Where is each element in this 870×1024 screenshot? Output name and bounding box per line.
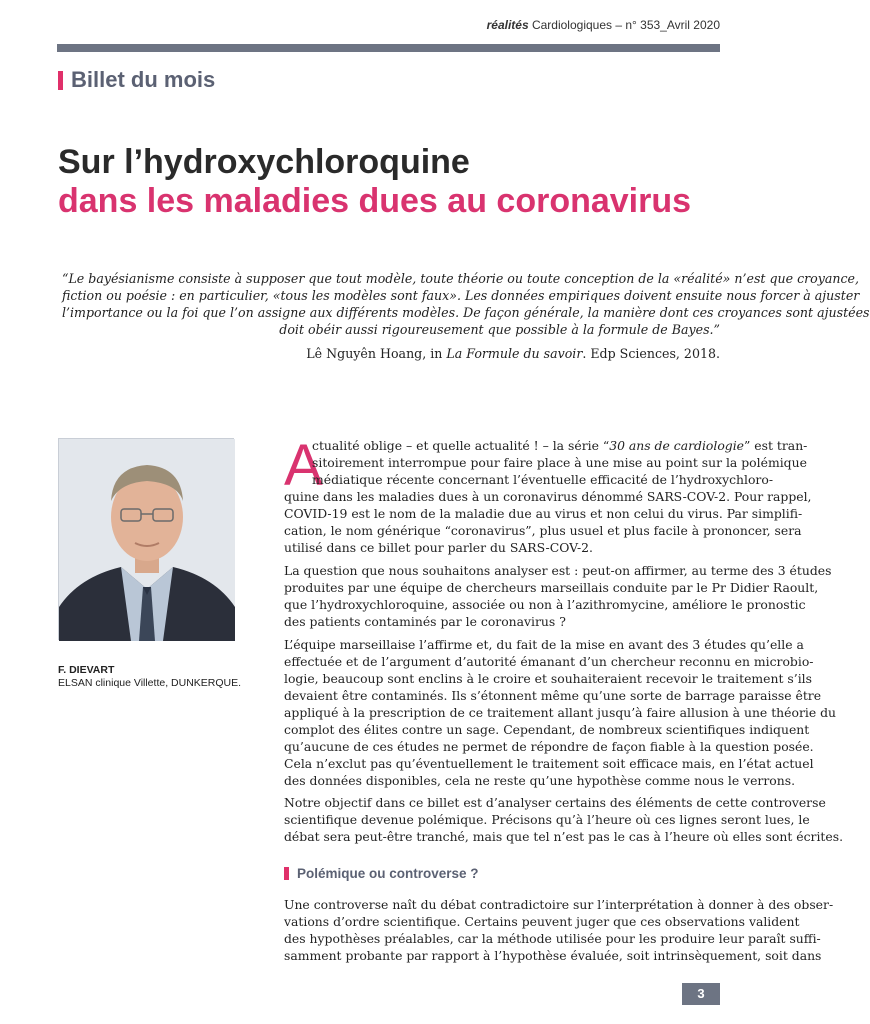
paragraph-line: samment probante par rapport à l’hypothèse évaluée, soit intrinsèquement, soit dans xyxy=(284,948,822,963)
paragraph-line: L’équipe marseillaise l’affirme et, du fait de la mise en avant des 3 études qu’elle a xyxy=(284,637,804,652)
paragraph-line: médiatique récente concernant l’éventuelle efficacité de l’hydroxychloro- xyxy=(312,472,774,487)
journal-brand: réalités xyxy=(486,18,529,32)
paragraph-line: scientifique devenue polémique. Précisons qu’à l’heure où ces lignes seront lues, le xyxy=(284,812,810,827)
epigraph-line: fiction ou poésie : en particulier, «tous les modèles sont faux». Les données empiriques doivent ensuite nous forcer à ajuster xyxy=(62,288,860,303)
paragraph-5 xyxy=(284,896,834,964)
paragraph-line: COVID-19 est le nom de la maladie due au virus et non celui du virus. Par simplifi- xyxy=(284,506,803,521)
paragraph-line: que l’hydroxychloroquine, associée ou non à l’azithromycine, améliore le pronostic xyxy=(284,597,806,612)
paragraph-line: complot des élites contre un sage. Cependant, de nombreux scientifiques indiquent xyxy=(284,722,810,737)
section-label-text: Billet du mois xyxy=(71,67,216,92)
subheading-marker xyxy=(284,867,289,880)
attribution-publisher: . Edp Sciences, 2018. xyxy=(582,346,720,361)
paragraph-line: quine dans les maladies dues à un coronavirus dénommé SARS-COV-2. Pour rappel, xyxy=(284,489,812,504)
epigraph-line: l’importance ou la foi que l’on assigne aux différents modèles. De façon générale, la manière dont ces croyances sont ajustées xyxy=(62,305,870,320)
paragraph-line: Notre objectif dans ce billet est d’analyser certains des éléments de cette controverse xyxy=(284,795,826,810)
series-title: 30 ans de cardiologie xyxy=(609,438,745,453)
paragraph-line: sitoirement interrompue pour faire place à une mise au point sur la polémique xyxy=(312,455,807,470)
section-marker xyxy=(58,71,63,90)
title-line-1: Sur l’hydroxychloroquine xyxy=(58,143,470,181)
p1-text-b: ” est tran- xyxy=(744,438,808,453)
subheading xyxy=(284,866,479,881)
paragraph-4 xyxy=(284,794,844,845)
journal-issue: Cardiologiques – n° 353_Avril 2020 xyxy=(528,18,720,32)
paragraph-line: effectuée et de l’argument d’autorité émanant d’un chercheur reconnu en microbio- xyxy=(284,654,814,669)
paragraph-3 xyxy=(284,636,837,789)
paragraph-line: des données disponibles, cela ne reste qu’une hypothèse comme nous le verrons. xyxy=(284,773,796,788)
paragraph-line: Cela n’exclut pas qu’éventuellement le traitement soit efficace mais, en l’état actuel xyxy=(284,756,814,771)
title-line-2: dans les maladies dues au coronavirus xyxy=(58,182,692,220)
paragraph-line: produites par une équipe de chercheurs marseillais conduite par le Pr Didier Raoult, xyxy=(284,580,819,595)
paragraph-1 xyxy=(284,433,812,556)
paragraph-line: devaient être contaminés. Ils s’étonnent même qu’une sorte de barrage paraisse être xyxy=(284,688,822,703)
running-head xyxy=(487,18,720,32)
author-photo xyxy=(58,438,234,640)
attribution-author: Lê Nguyên Hoang, in xyxy=(306,346,447,361)
paragraph-line: Une controverse naît du débat contradictoire sur l’interprétation à donner à des obser- xyxy=(284,897,834,912)
header-rule xyxy=(57,44,720,52)
epigraph xyxy=(62,270,870,338)
paragraph-line: logie, beaucoup sont enclins à le croire et souhaiteraient recevoir le traitement s’ils xyxy=(284,671,812,686)
article-title xyxy=(58,143,691,221)
subheading-text: Polémique ou controverse ? xyxy=(297,866,479,881)
paragraph-line: des hypothèses préalables, car la méthode utilisée pour les produire leur paraît suffi- xyxy=(284,931,821,946)
paragraph-2 xyxy=(284,562,832,630)
paragraph-line: des patients contaminés par le coronavirus ? xyxy=(284,614,566,629)
author-affiliation: ELSAN clinique Villette, DUNKERQUE. xyxy=(58,677,242,689)
author-name: F. DIEVART xyxy=(58,664,115,676)
paragraph-line: vations d’ordre scientifique. Certains peuvent juger que ces observations valident xyxy=(284,914,800,929)
page-number: 3 xyxy=(682,983,720,1005)
drop-cap: A xyxy=(284,433,323,498)
paragraph-line: appliqué à la prescription de ce traitement allant jusqu’à faire allusion à une théorie du xyxy=(284,705,837,720)
paragraph-line: La question que nous souhaitons analyser est : peut-on affirmer, au terme des 3 études xyxy=(284,563,832,578)
paragraph-line: qu’aucune de ces études ne permet de répondre de façon fiable à la question posée. xyxy=(284,739,814,754)
attribution-work: La Formule du savoir xyxy=(446,346,583,361)
epigraph-line: “Le bayésianisme consiste à supposer que tout modèle, toute théorie ou toute conception de la «réalité» n’est que croyance, xyxy=(62,271,860,286)
paragraph-line xyxy=(312,437,808,454)
p1-text-a: ctualité oblige – et quelle actualité ! – la série “ xyxy=(312,438,610,453)
paragraph-line: utilisé dans ce billet pour parler du SARS-COV-2. xyxy=(284,540,593,555)
epigraph-attribution xyxy=(306,346,720,361)
paragraph-line: cation, le nom générique “coronavirus”, plus usuel et plus facile à prononcer, sera xyxy=(284,523,802,538)
section-label xyxy=(58,67,215,93)
author-portrait-illustration xyxy=(59,439,235,641)
epigraph-line: doit obéir aussi rigoureusement que possible à la formule de Bayes.” xyxy=(279,322,720,337)
paragraph-line: débat sera peut-être tranché, mais que tel n’est pas le cas à l’heure où elles sont écrites. xyxy=(284,829,844,844)
